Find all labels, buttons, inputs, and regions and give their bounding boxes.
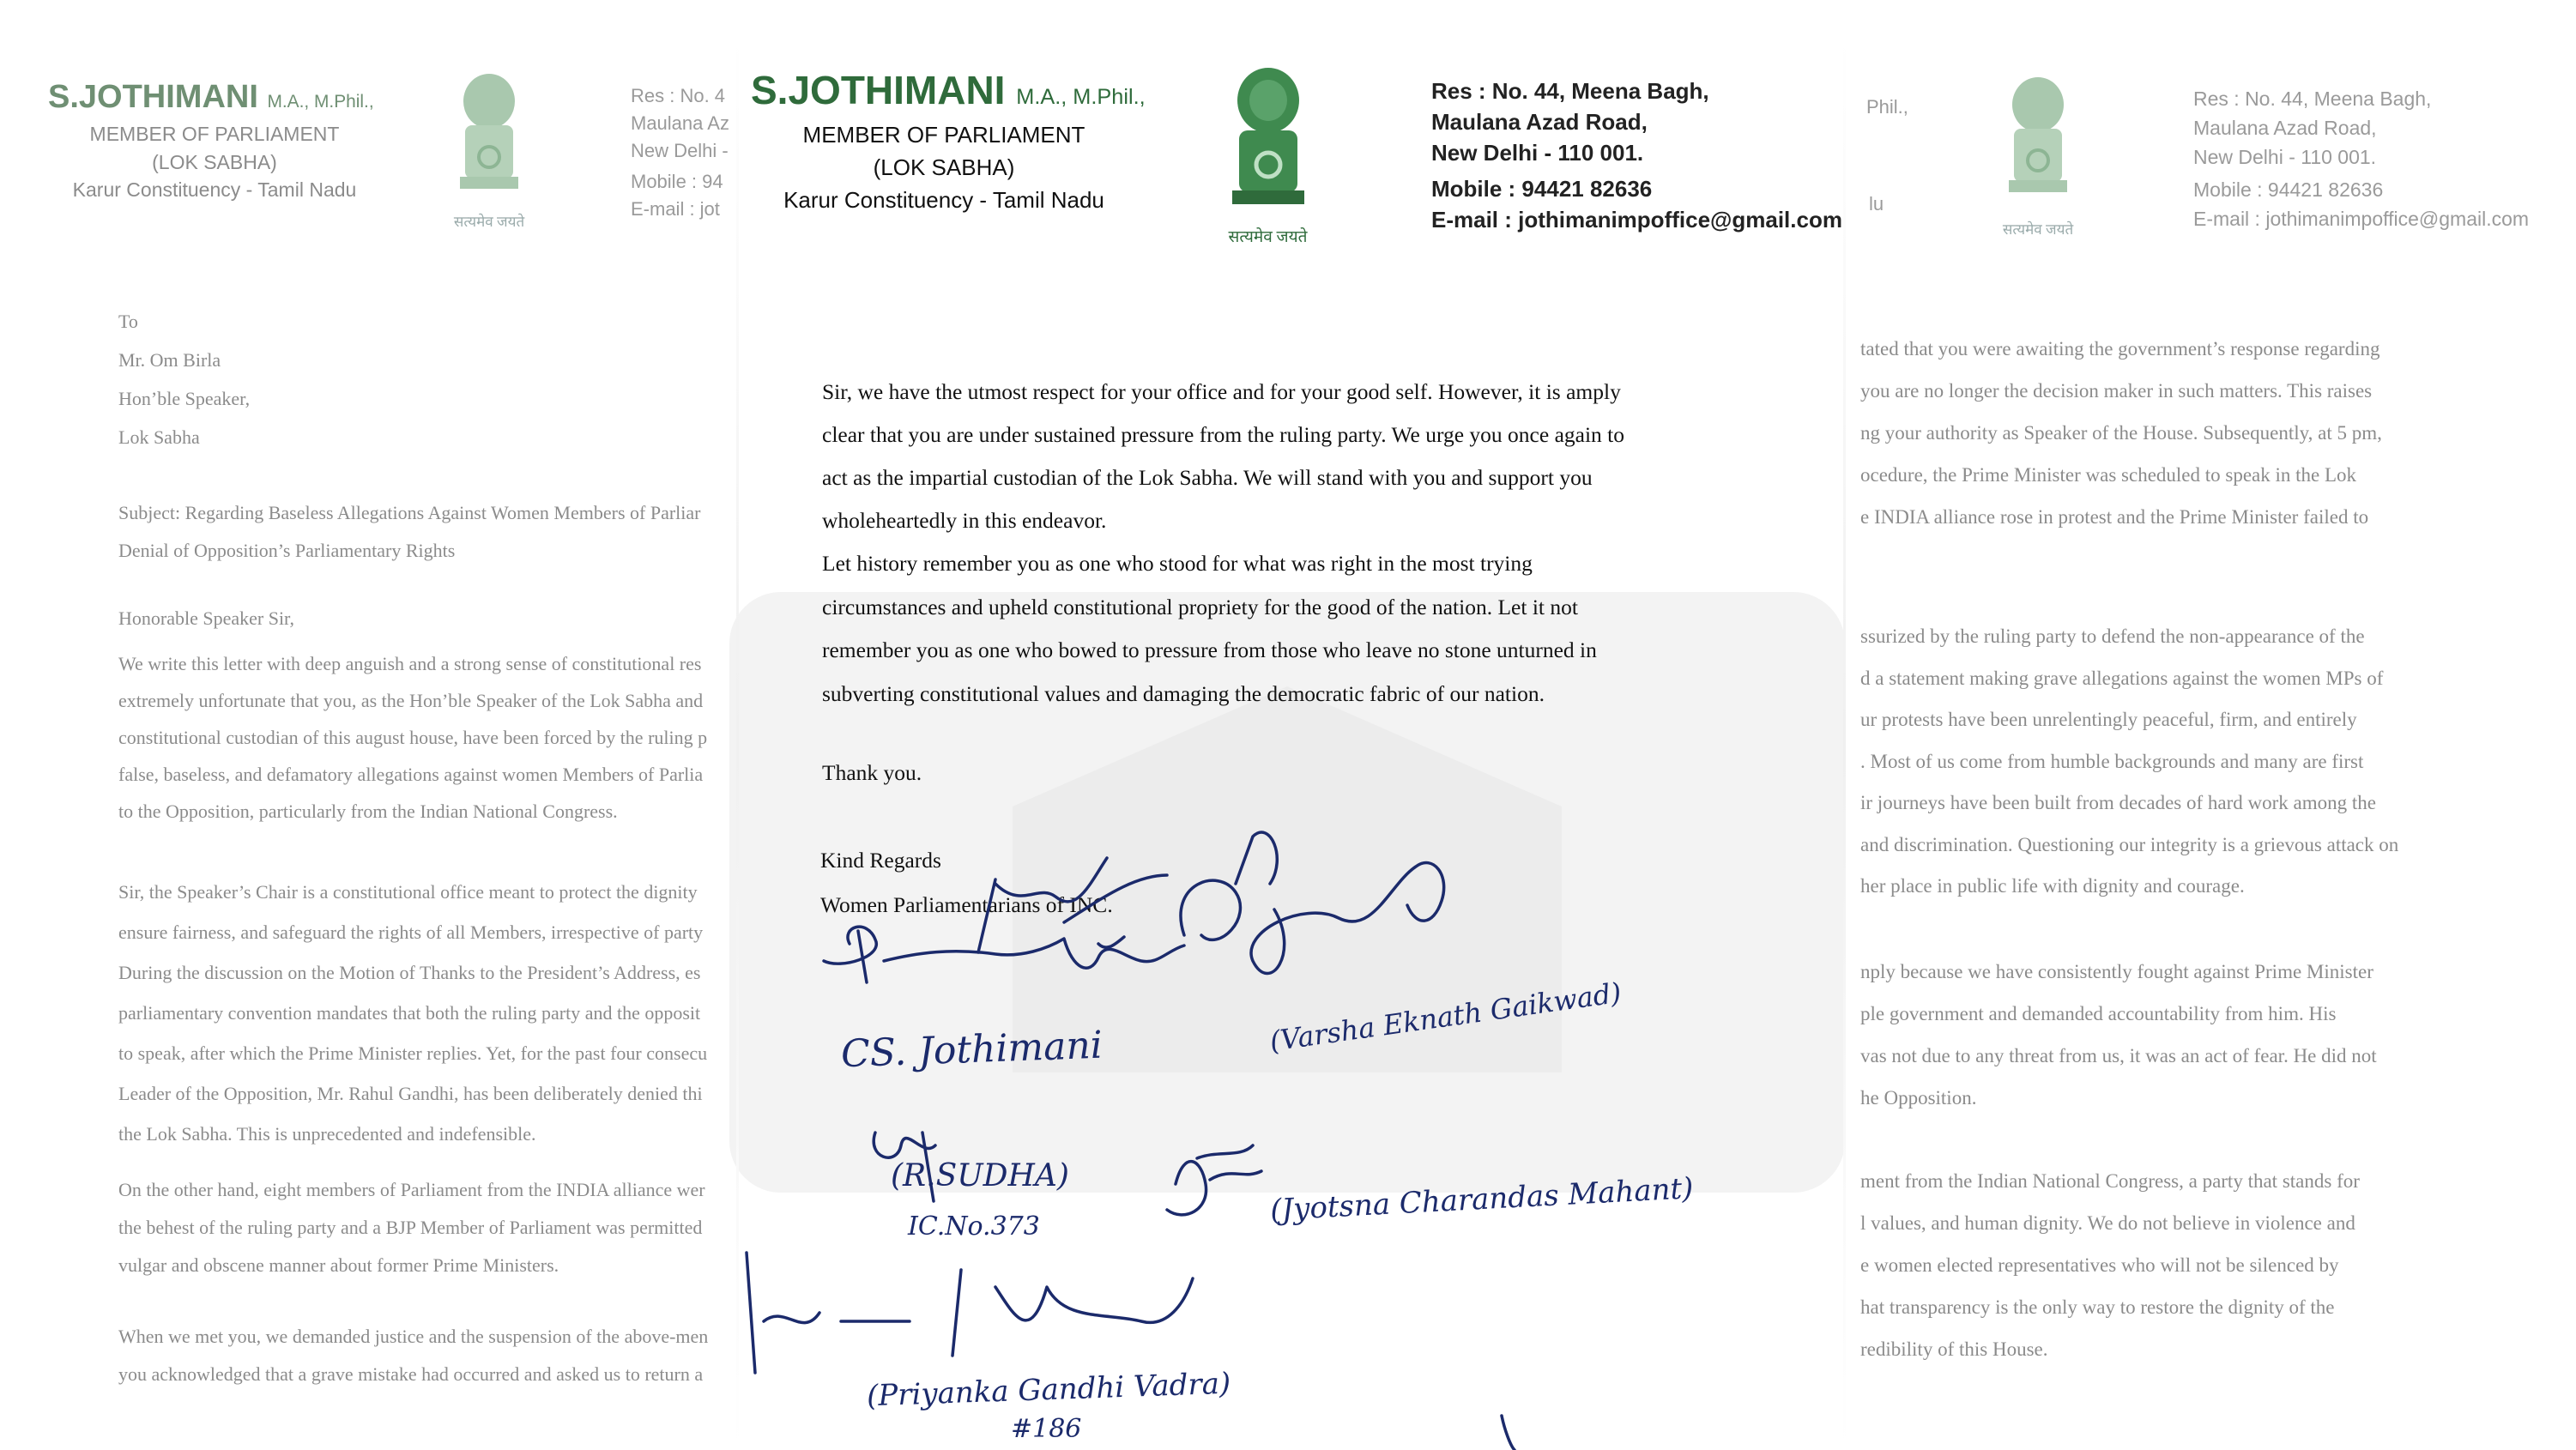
letterhead-email: E-mail : jothimanimpoffice@gmail.com [1431,207,1842,233]
letterhead-residence-address: Res : No. 44, Meena Bagh, Maulana Azad Road, New Delhi - 110 001. Mobile : 94421 82636 E-mail : jothimanimpoffice@gmail.com [2193,84,2529,233]
letter-paragraph-2: Let history remember you as one who stood for what was right in the most trying circumstances and upheld constitutional propriety for the good of the nation. Let it not remember you as one who bowed to pressure from those who leave no stone unturned in subverting constitutional values and damaging the democratic fabric of our nation. [822,551,1597,706]
signature-name-jothimani: CS. Jothimani [840,1023,1104,1077]
signature-scribble-top-right [1181,832,1444,973]
letterhead-mobile: Mobile : 94 [631,171,723,192]
signature-scribble-jyotsna [1167,1145,1261,1215]
letterhead-constituency: Karur Constituency - Tamil Nadu [783,187,1104,213]
letterhead-name: S.JOTHIMANI M.A., M.Phil., [751,68,1146,112]
letter-paragraph-3: On the other hand, eight members of Parliament from the INDIA alliance wer the behest of the ruling party and a BJP Member of Parliament was permitted vulgar and obscene manner about former Prime Ministers. [118,1179,705,1276]
thank-you-line: Thank you. [822,760,922,785]
letter-salutation: Honorable Speaker Sir, [118,607,295,629]
letter-paragraph-4: When we met you, we demanded justice and the suspension of the above-men you acknowledged that a grave mistake had occurred and asked us to return a [118,1326,709,1385]
closing-line: Kind Regards [820,848,941,873]
letter-paragraph-3: nply because we have consistently fought against Prime Minister ple government and demanded accountability from him. His vas not due to any threat from us, it was an act of fear. He did not he Opposition. [1860,961,2377,1109]
letter-paragraph-2: ssurized by the ruling party to defend the non-appearance of the d a statement making grave allegations against the women MPs of ur protests have been unrelentingly peaceful, firm, and entirely . Most of us come from humble backgrounds and many are first ir journeys have been built from decades of hard work among the and discrimination. Questioning our integrity is a grievous attack on her place in public life with dignity and courage. [1860,625,2399,897]
letterhead-house: (LOK SABHA) [152,151,277,173]
letterhead-constituency-partial: lu [1869,193,1884,214]
letter-paragraph-2: Sir, the Speaker’s Chair is a constitutional office meant to protect the dignity ensure fairness, and safeguard the rights of all Members, irrespective of party During the discussion on the Motion of Thanks to the President’s Address, es parliamentary convention mandates that both the ruling party and the opposit to speak, after which the Prime Minister replies. Yet, for the past four consecu Leader of the Opposition, Mr. Rahul Gandhi, has been deliberately denied thi the Lok Sabha. This is unprecedented and indefensible. [118,881,708,1145]
signature-note-priyanka: #186 [1011,1414,1082,1444]
letterhead-role: MEMBER OF PARLIAMENT [802,122,1085,148]
left-letter-page [0,0,747,1450]
emblem-motto: सत्यमेव जयते [1228,228,1308,246]
letter-paragraph-4: ment from the Indian National Congress, a party that stands for l values, and human dignity. We do not believe in violence and e women elected representatives who will not be silenced by hat transparency is the only way to restore the dignity of the redibility of this House. [1860,1170,2360,1360]
signatory-group: Women Parliamentarians of INC. [820,892,1113,917]
signature-name-jyotsna: (Jyotsna Charandas Mahant) [1269,1171,1695,1228]
letter-paragraph-1: tated that you were awaiting the government’s response regarding you are no longer the decision maker in such matters. This raises ng your authority as Speaker of the House. Subsequently, at 5 pm, ocedure, the Prime Minister was scheduled to speak in the Lok e INDIA alliance rose in protest and the Prime Minister failed to [1860,338,2382,528]
signature-scribble-varsha [978,858,1167,952]
signature-name-sudha: (R.SUDHA) [891,1158,1069,1193]
signature-name-priyanka: (Priyanka Gandhi Vadra) [866,1366,1231,1414]
recipient-address: To Mr. Om Birla Hon’ble Speaker, Lok Sabha [118,311,251,448]
emblem-motto: सत्यमेव जयते [453,214,525,230]
signature-scribble-priyanka [747,1253,1193,1373]
signature-name-varsha: (Varsha Eknath Gaikwad) [1267,976,1624,1058]
letterhead-email: E-mail : jothimanimpoffice@gmail.com [2193,208,2530,230]
letterhead-mobile: Mobile : 94421 82636 [2193,178,2384,201]
letterhead-name: S.JOTHIMANI M.A., M.Phil., [48,79,374,115]
ashoka-emblem-icon [446,67,532,213]
small-pen-mark-icon [1502,1416,1515,1450]
page-edge-left [736,34,739,1450]
letterhead-mobile: Mobile : 94421 82636 [1431,176,1653,202]
letterhead-residence-address: Res : No. 4 Maulana Az New Delhi - Mobile : 94 E-mail : jot [631,82,729,223]
page-edge-right [1843,34,1846,1450]
letter-subject: Subject: Regarding Baseless Allegations Against Women Members of Parliar Denial of Opposition’s Parliamentary Rights [118,502,701,561]
signature-note-sudha: IC.No.373 [908,1211,1040,1242]
right-letter-page [1845,0,2576,1450]
ashoka-emblem-icon [1995,70,2081,216]
letterhead-house: (LOK SABHA) [873,154,1015,180]
letterhead-residence-address: Res : No. 44, Meena Bagh, Maulana Azad Road, New Delhi - 110 001. Mobile : 94421 82636 E-mail : jothimanimpoffice@gmail.com [1431,76,1842,235]
letterhead-constituency: Karur Constituency - Tamil Nadu [72,178,357,201]
signature-block [738,755,1853,1450]
emblem-motto: सत्यमेव जयते [2002,221,2074,238]
letterhead-degrees-partial: Phil., [1866,96,1908,118]
letterhead-role: MEMBER OF PARLIAMENT [89,123,340,145]
ashoka-emblem-icon [1217,62,1320,225]
center-letter-page [738,0,1853,1450]
letter-paragraph-1: Sir, we have the utmost respect for your office and for your good self. However, it is amply clear that you are under sustained pressure from the ruling party. We urge you once again to act as the impartial custodian of the Lok Sabha. We will stand with you and support you wholeheartedly in this endeavor. [822,379,1624,533]
letter-paragraph-1: We write this letter with deep anguish and a strong sense of constitutional res extremely unfortunate that you, as the Hon’ble Speaker of the Lok Sabha and constitutional custodian of this august house, have been forced by the ruling p false, baseless, and defamatory allegations against women Members of Parlia to the Opposition, particularly from the Indian National Congress. [118,653,708,822]
letterhead-email: E-mail : jot [631,198,720,220]
signature-scribble-jothimani [824,927,1184,982]
